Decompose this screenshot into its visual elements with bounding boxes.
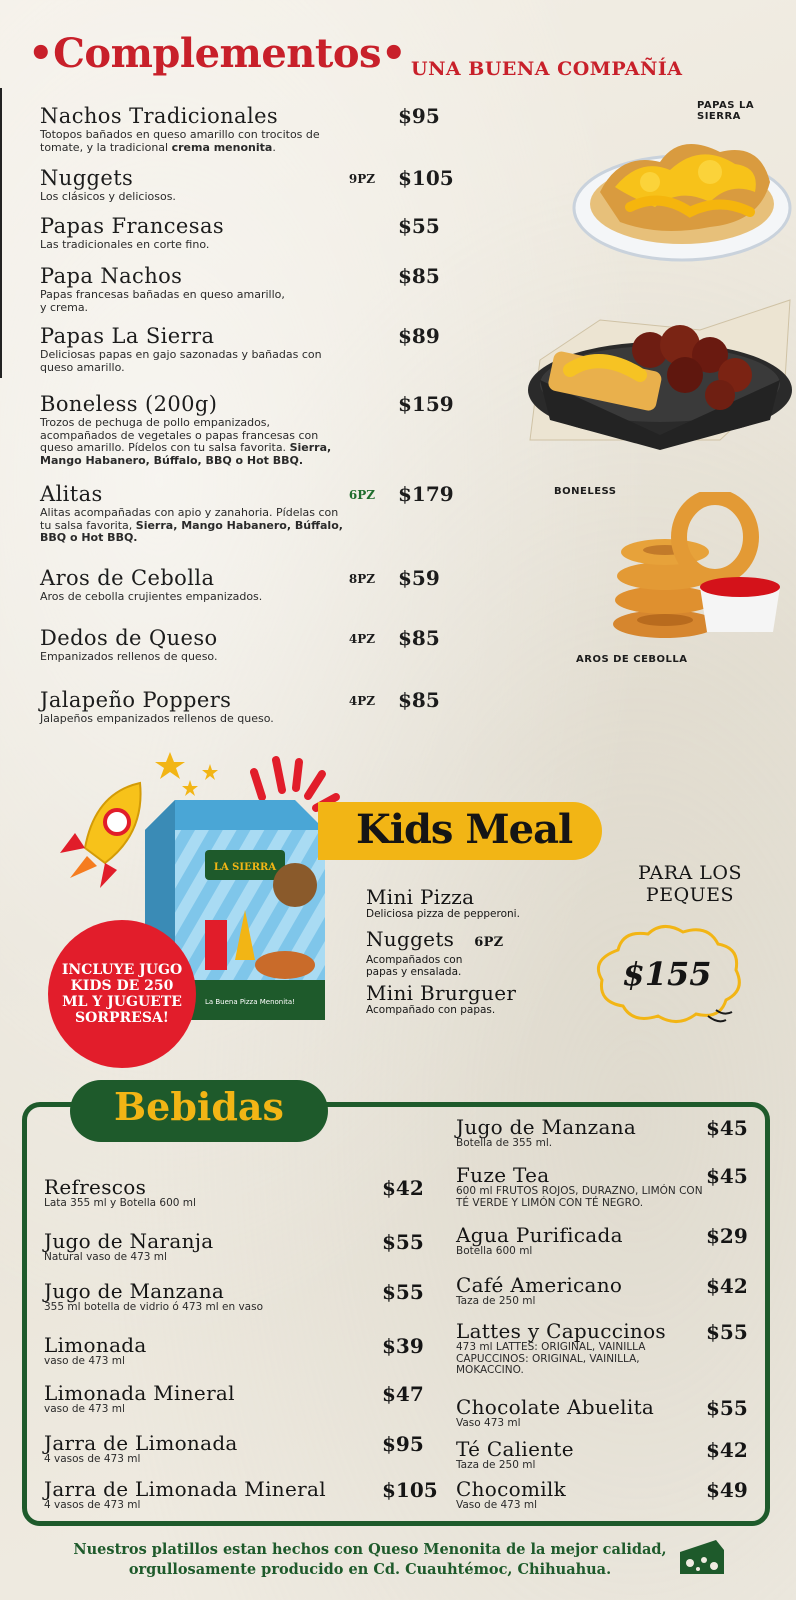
item-quantity: 9PZ	[348, 172, 375, 186]
item-quantity: 4PZ	[348, 632, 375, 646]
drink-description: Natural vaso de 473 ml	[44, 1251, 167, 1263]
drink-item	[44, 1477, 438, 1512]
drink-price: $55	[382, 1230, 424, 1254]
drink-name: Jugo de Manzana	[44, 1279, 225, 1303]
drink-price: $42	[706, 1438, 748, 1462]
item-price: $85	[398, 264, 440, 288]
item-name: Aros de Cebolla	[40, 566, 215, 590]
section-subtitle: UNA BUENA COMPAÑÍA	[411, 58, 683, 80]
drink-price: $105	[382, 1478, 438, 1502]
drink-price: $29	[706, 1224, 748, 1248]
item-price: $159	[398, 392, 454, 416]
kids-menu-item	[366, 928, 566, 978]
kids-menu-item	[366, 982, 566, 1016]
drink-price: $45	[706, 1116, 748, 1140]
drink-price: $47	[382, 1382, 424, 1406]
menu-item	[40, 324, 460, 374]
page-edge-mark	[0, 88, 2, 378]
item-name: Dedos de Queso	[40, 626, 218, 650]
item-name: Papas Francesas	[40, 214, 225, 238]
item-name: Papas La Sierra	[40, 324, 215, 348]
drink-item	[456, 1164, 796, 1209]
kids-meal-price: $155	[622, 955, 712, 993]
drink-description: Lata 355 ml y Botella 600 ml	[44, 1197, 196, 1209]
item-price: $55	[398, 214, 440, 238]
drink-description: Vaso de 473 ml	[456, 1499, 538, 1511]
drink-price: $55	[706, 1396, 748, 1420]
item-name: Nachos Tradicionales	[40, 104, 279, 128]
menu-item	[40, 166, 460, 204]
item-price: $85	[398, 626, 440, 650]
box-slogan-text: La Buena Pizza Menonita!	[204, 998, 296, 1006]
drink-item	[456, 1224, 796, 1258]
kids-menu-item	[366, 886, 566, 920]
drink-description: Botella de 355 ml.	[456, 1137, 553, 1149]
drink-description: 355 ml botella de vidrio ó 473 ml en vaso	[44, 1301, 264, 1313]
drink-description: Botella 600 ml	[456, 1245, 533, 1257]
drink-price: $55	[382, 1280, 424, 1304]
item-price: $59	[398, 566, 440, 590]
drink-item	[456, 1274, 796, 1308]
drink-name: Chocolate Abuelita	[456, 1395, 655, 1419]
drink-item	[456, 1116, 796, 1150]
drink-description: vaso de 473 ml	[44, 1403, 125, 1415]
item-quantity: 8PZ	[348, 572, 375, 586]
kids-item-name: Nuggets 6PZ	[366, 927, 504, 951]
drink-name: Té Caliente	[456, 1437, 574, 1461]
menu-item	[40, 214, 460, 252]
item-price: $85	[398, 688, 440, 712]
drink-item	[44, 1280, 424, 1314]
drink-name: Café Americano	[456, 1273, 623, 1297]
item-description: Los clásicos y deliciosos.	[40, 190, 176, 203]
footer-line-1: Nuestros platillos estan hechos con Queso Menonita de la mejor calidad,	[73, 1541, 667, 1558]
papas-la-sierra-photo	[560, 112, 796, 272]
item-quantity: 4PZ	[348, 694, 375, 708]
drink-description: 4 vasos de 473 ml	[44, 1453, 141, 1465]
drink-name: Fuze Tea	[456, 1163, 550, 1187]
drink-name: Limonada Mineral	[44, 1381, 235, 1405]
drink-name: Jugo de Manzana	[456, 1115, 637, 1139]
photo-label-papas: PAPAS LA SIERRA	[697, 100, 755, 122]
item-name: Boneless (200g)	[40, 392, 218, 416]
item-description: Deliciosas papas en gajo sazonadas y bañadas con queso amarillo.	[40, 348, 322, 374]
drink-price: $49	[706, 1478, 748, 1502]
menu-item	[40, 566, 460, 604]
drink-name: Limonada	[44, 1333, 147, 1357]
drink-name: Jugo de Naranja	[44, 1229, 214, 1253]
drink-item	[44, 1176, 424, 1210]
menu-item	[40, 264, 460, 314]
footer-note	[50, 1540, 690, 1580]
item-description: Alitas acompañadas con apio y zanahoria. Pídelas con tu salsa favorita, Sierra, Mango Habanero, Búffalo, BBQ o Hot BBQ.	[40, 506, 343, 544]
drink-description: Taza de 250 ml	[456, 1459, 536, 1471]
drink-description: vaso de 473 ml	[44, 1355, 125, 1367]
drink-price: $95	[382, 1432, 424, 1456]
drink-item	[456, 1478, 796, 1512]
item-description: Jalapeños empanizados rellenos de queso.	[40, 712, 274, 725]
para-los-peques-label: PARA LOS PEQUES	[637, 862, 743, 906]
item-price: $95	[398, 104, 440, 128]
drink-price: $45	[706, 1164, 748, 1188]
drink-name: Jarra de Limonada	[44, 1431, 238, 1455]
item-description: Trozos de pechuga de pollo empanizados, acompañados de vegetales o papas francesas con queso amarillo. Pídelos con tu salsa favorita. Sierra, Mango Habanero, Búffalo, BBQ o Hot BBQ.	[40, 416, 332, 467]
kids-badge-text: INCLUYE JUGO KIDS DE 250 ML Y JUGUETE SORPRESA!	[61, 962, 183, 1026]
kids-item-description: Acompañados con papas y ensalada.	[366, 954, 463, 978]
kids-item-description: Deliciosa pizza de pepperoni.	[366, 908, 520, 920]
photo-label-boneless: BONELESS	[554, 486, 617, 497]
menu-item	[40, 482, 460, 545]
kids-item-quantity: 6PZ	[474, 935, 504, 950]
drink-description: Vaso 473 ml	[456, 1417, 521, 1429]
drink-price: $39	[382, 1334, 424, 1358]
item-price: $89	[398, 324, 440, 348]
photo-label-aros: AROS DE CEBOLLA	[576, 654, 688, 665]
drink-name: Refrescos	[44, 1175, 147, 1199]
item-quantity: 6PZ	[348, 488, 375, 502]
drink-name: Agua Purificada	[456, 1223, 623, 1247]
bebidas-title: Bebidas	[114, 1084, 284, 1129]
drink-item	[44, 1432, 424, 1466]
item-description: Aros de cebolla crujientes empanizados.	[40, 590, 263, 603]
item-name: Jalapeño Poppers	[40, 688, 232, 712]
kids-meal-title: Kids Meal	[356, 806, 573, 853]
kids-item-name: Mini Brurguer	[366, 981, 517, 1005]
drink-item	[456, 1438, 796, 1472]
item-description: Totopos bañados en queso amarillo con trocitos de tomate, y la tradicional crema menonita.	[40, 128, 320, 154]
kids-item-description: Acompañado con papas.	[366, 1004, 496, 1016]
box-logo-text: LA SIERRA	[213, 862, 277, 873]
drink-price: $42	[706, 1274, 748, 1298]
boneless-photo	[520, 290, 796, 475]
drink-price: $55	[706, 1320, 748, 1344]
drink-item	[44, 1382, 424, 1416]
drink-item	[456, 1320, 796, 1377]
drink-description: 4 vasos de 473 ml	[44, 1499, 141, 1511]
drink-name: Jarra de Limonada Mineral	[44, 1477, 326, 1501]
aros-de-cebolla-photo	[585, 492, 795, 647]
item-price: $179	[398, 482, 454, 506]
menu-item	[40, 104, 460, 154]
item-name: Nuggets	[40, 166, 134, 190]
drink-description: 600 ml FRUTOS ROJOS, DURAZNO, LIMÓN CON TÉ VERDE Y LIMÓN CON TÉ NEGRO.	[456, 1185, 703, 1209]
menu-item	[40, 626, 460, 664]
item-name: Papa Nachos	[40, 264, 183, 288]
cheese-logo-icon	[676, 1536, 728, 1578]
footer-line-2: orgullosamente producido en Cd. Cuauhtémoc, Chihuahua.	[128, 1561, 612, 1578]
menu-item	[40, 392, 460, 467]
item-description: Las tradicionales en corte fino.	[40, 238, 210, 251]
item-price: $105	[398, 166, 454, 190]
drink-item	[456, 1396, 796, 1430]
drink-description: Taza de 250 ml	[456, 1295, 536, 1307]
drink-item	[44, 1230, 424, 1264]
drink-description: 473 ml LATTES: ORIGINAL, VAINILLA CAPUCCINOS: ORIGINAL, VAINILLA, MOKACCINO.	[456, 1341, 646, 1376]
kids-item-name: Mini Pizza	[366, 885, 475, 909]
menu-item	[40, 688, 460, 726]
kids-badge	[48, 920, 196, 1068]
item-description: Papas francesas bañadas en queso amarillo, y crema.	[40, 288, 285, 314]
item-description: Empanizados rellenos de queso.	[40, 650, 218, 663]
section-title-complementos: •Complementos•	[28, 30, 407, 77]
drink-price: $42	[382, 1176, 424, 1200]
drink-name: Lattes y Capuccinos	[456, 1319, 666, 1343]
drink-item	[44, 1334, 424, 1368]
drink-name: Chocomilk	[456, 1477, 567, 1501]
item-name: Alitas	[40, 482, 103, 506]
